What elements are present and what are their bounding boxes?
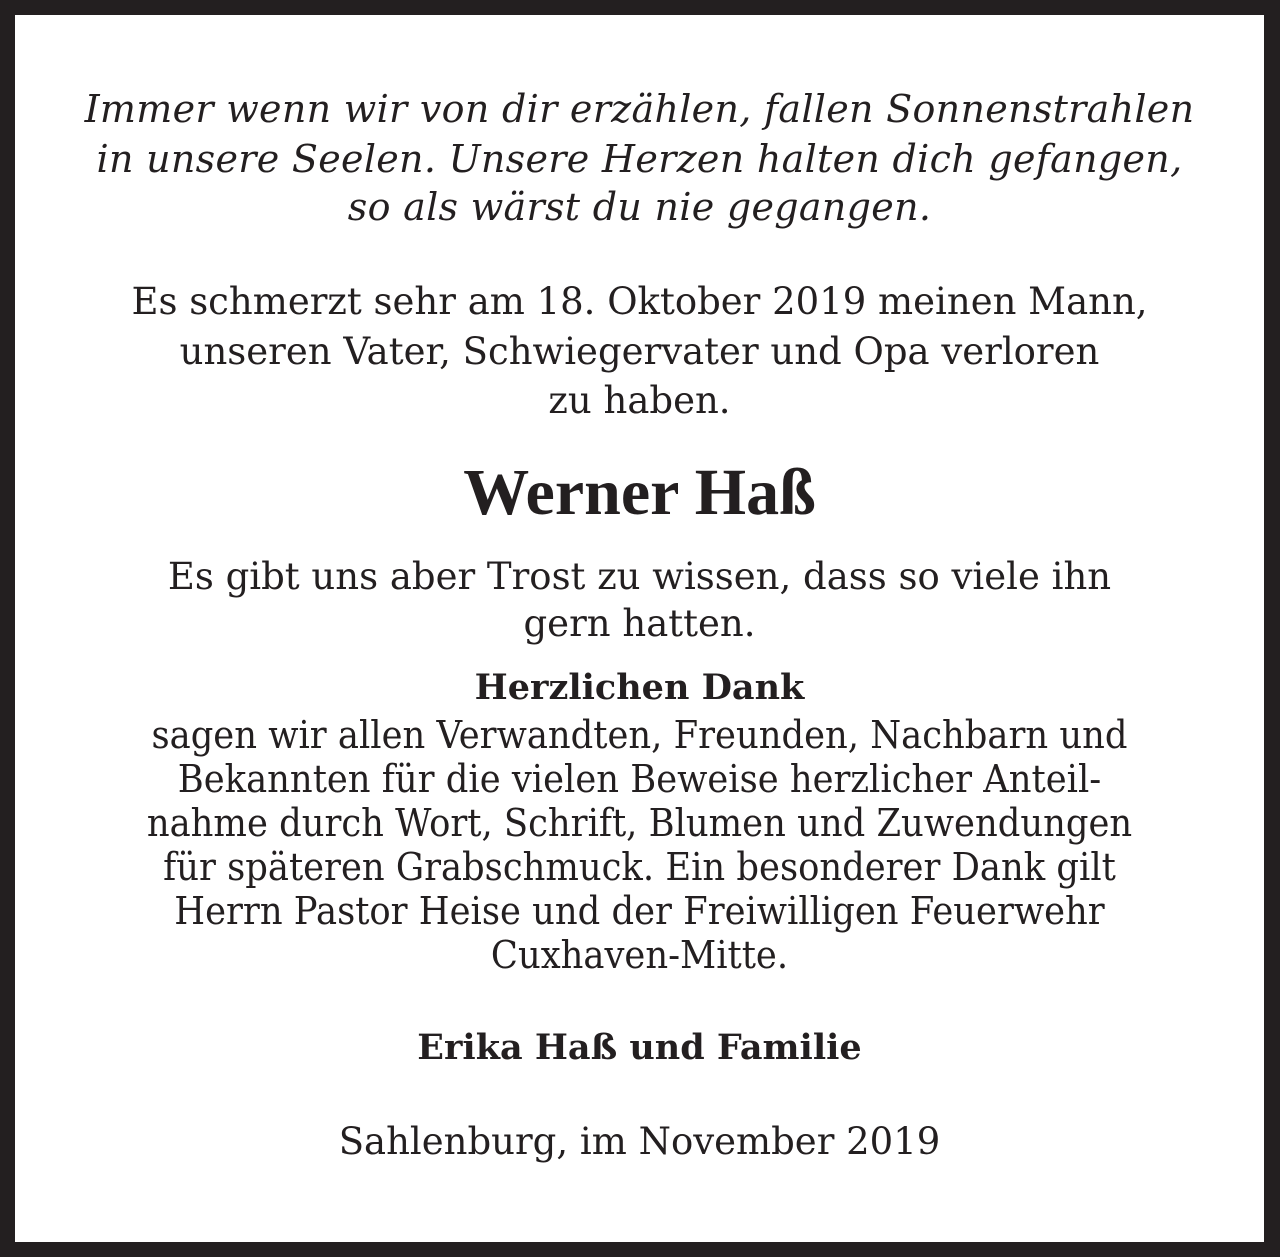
- announcement-line: unseren Vater, Schwiegervater und Opa verloren: [179, 330, 1100, 373]
- signature: Erika Haß und Familie: [417, 1027, 862, 1068]
- thanks-line: sagen wir allen Verwandten, Freunden, Nachbarn und: [151, 713, 1128, 757]
- obituary-notice: [15, 15, 1264, 1242]
- thanks-line: Cuxhaven-Mitte.: [490, 933, 789, 977]
- thanks-heading: Herzlichen Dank: [474, 667, 805, 708]
- poem-line: so als wärst du nie gegangen.: [347, 185, 932, 229]
- announcement-line: Es schmerzt sehr am 18. Oktober 2019 meinen Mann,: [131, 280, 1148, 323]
- deceased-name: Werner Haß: [463, 456, 816, 529]
- poem-line: in unsere Seelen. Unsere Herzen halten dich gefangen,: [96, 137, 1183, 181]
- thanks-line: nahme durch Wort, Schrift, Blumen und Zuwendungen: [146, 801, 1133, 845]
- thanks-line: für späteren Grabschmuck. Ein besonderer Dank gilt: [163, 845, 1116, 889]
- place-date: Sahlenburg, im November 2019: [338, 1120, 941, 1163]
- announcement-line: zu haben.: [548, 379, 731, 422]
- poem-line: Immer wenn wir von dir erzählen, fallen Sonnenstrahlen: [84, 87, 1195, 131]
- thanks-line: Bekannten für die vielen Beweise herzlicher Anteil-: [177, 757, 1102, 801]
- consolation-line: Es gibt uns aber Trost zu wissen, dass so viele ihn: [167, 555, 1112, 598]
- consolation-line: gern hatten.: [523, 602, 756, 645]
- thanks-line: Herrn Pastor Heise und der Freiwilligen Feuerwehr: [174, 889, 1105, 933]
